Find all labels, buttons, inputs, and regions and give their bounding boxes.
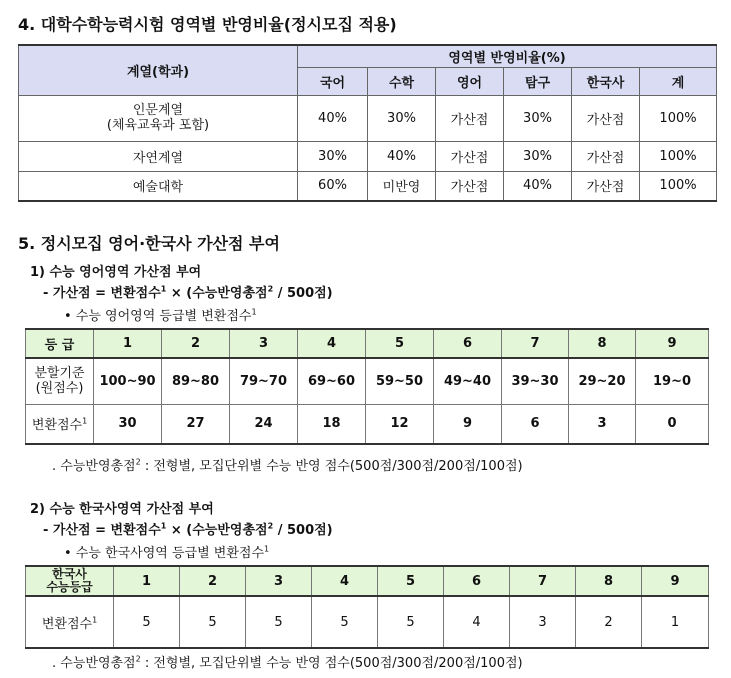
score-cell: 3 (510, 596, 576, 648)
score-cell: 18 (298, 404, 366, 444)
grade-cell: 5 (366, 329, 434, 358)
grade-cell: 4 (312, 566, 378, 596)
subject-header: 탐구 (504, 67, 572, 95)
table-cell: 100% (640, 171, 717, 201)
table-row (19, 141, 717, 171)
range-cell: 49~40 (434, 358, 502, 404)
score-label: 변환점수$^1$ (26, 404, 94, 444)
korean-history-grade-table (25, 565, 709, 649)
grade-cell: 8 (569, 329, 636, 358)
range-cell: 69~60 (298, 358, 366, 404)
section4-ratio-table (18, 44, 717, 202)
score-cell: 1 (642, 596, 709, 648)
grade-label: 등 급 (26, 329, 94, 358)
range-cell: 59~50 (366, 358, 434, 404)
table-cell: 40% (368, 141, 436, 171)
grade-cell: 9 (642, 566, 709, 596)
english-grade-table (25, 328, 709, 445)
subject-header: 수학 (368, 67, 436, 95)
row-label: 예술대학 (19, 171, 298, 201)
score-cell: 12 (366, 404, 434, 444)
subject-header: 영어 (436, 67, 504, 95)
grade-cell: 5 (378, 566, 444, 596)
part2-note: . 수능반영총점$^2$ : 전형별, 모집단위별 수능 반영 점수(500점/300점/200점/100점) (52, 654, 523, 671)
subject-header: 한국사 (572, 67, 640, 95)
grade-cell: 2 (162, 329, 230, 358)
score-cell: 24 (230, 404, 298, 444)
ratio-header: 영역별 반영비율(%) (298, 45, 717, 67)
range-cell: 79~70 (230, 358, 298, 404)
grade-label: 한국사 수능등급 (26, 566, 114, 596)
grade-header-row (26, 566, 709, 596)
score-cell: 4 (444, 596, 510, 648)
score-row (26, 404, 709, 444)
table-cell: 40% (298, 95, 368, 141)
range-cell: 29~20 (569, 358, 636, 404)
score-cell: 9 (434, 404, 502, 444)
section5-title: 5. 정시모집 영어·한국사 가산점 부여 (18, 234, 280, 253)
table-cell: 가산점 (572, 171, 640, 201)
table-cell: 가산점 (436, 141, 504, 171)
part1-formula: - 가산점 = 변환점수$^1$ × (수능반영총점$^2$ / 500점) (43, 284, 333, 301)
score-cell: 0 (636, 404, 709, 444)
section4-title: 4. 대학수학능력시험 영역별 반영비율(정시모집 적용) (18, 15, 397, 34)
score-cell: 5 (114, 596, 180, 648)
grade-cell: 7 (510, 566, 576, 596)
grade-header-row (26, 329, 709, 358)
table-cell: 30% (298, 141, 368, 171)
table-cell: 미반영 (368, 171, 436, 201)
range-label: 분할기준 (원점수) (26, 358, 94, 404)
table-cell: 30% (504, 95, 572, 141)
grade-cell: 6 (434, 329, 502, 358)
grade-cell: 1 (94, 329, 162, 358)
grade-cell: 2 (180, 566, 246, 596)
range-cell: 89~80 (162, 358, 230, 404)
grade-cell: 6 (444, 566, 510, 596)
table-cell: 가산점 (572, 95, 640, 141)
subject-header: 계 (640, 67, 717, 95)
score-label: 변환점수$^1$ (26, 596, 114, 648)
grade-cell: 7 (502, 329, 569, 358)
part1-note: . 수능반영총점$^2$ : 전형별, 모집단위별 수능 반영 점수(500점/300점/200점/100점) (52, 457, 523, 474)
row-label-line1: 인문계열 (132, 103, 184, 118)
table-cell: 30% (504, 141, 572, 171)
range-cell: 19~0 (636, 358, 709, 404)
table-cell: 가산점 (572, 141, 640, 171)
grade-cell: 4 (298, 329, 366, 358)
range-row (26, 358, 709, 404)
range-cell: 39~30 (502, 358, 569, 404)
table-cell: 100% (640, 95, 717, 141)
part2-heading: 2) 수능 한국사영역 가산점 부여 (30, 502, 214, 517)
score-cell: 27 (162, 404, 230, 444)
row-label: 자연계열 (19, 141, 298, 171)
table-cell: 30% (368, 95, 436, 141)
part1-heading: 1) 수능 영어영역 가산점 부여 (30, 265, 202, 280)
score-cell: 6 (502, 404, 569, 444)
row-label-line2: (체육교육과 포함) (106, 118, 210, 133)
grade-cell: 1 (114, 566, 180, 596)
score-cell: 5 (180, 596, 246, 648)
table-cell: 60% (298, 171, 368, 201)
part1-bullet: • 수능 영어영역 등급별 변환점수$^1$ (64, 307, 257, 324)
row-label (19, 95, 298, 141)
col-group-header: 계열(학과) (19, 45, 298, 95)
grade-cell: 3 (230, 329, 298, 358)
score-cell: 2 (576, 596, 642, 648)
score-cell: 5 (246, 596, 312, 648)
table-row (19, 171, 717, 201)
range-cell: 100~90 (94, 358, 162, 404)
table-cell: 100% (640, 141, 717, 171)
table-cell: 40% (504, 171, 572, 201)
subject-header: 국어 (298, 67, 368, 95)
table-row (19, 95, 717, 141)
score-cell: 5 (312, 596, 378, 648)
part2-formula: - 가산점 = 변환점수$^1$ × (수능반영총점$^2$ / 500점) (43, 521, 333, 538)
part2-bullet: • 수능 한국사영역 등급별 변환점수$^1$ (64, 544, 270, 561)
score-cell: 30 (94, 404, 162, 444)
grade-cell: 3 (246, 566, 312, 596)
score-cell: 3 (569, 404, 636, 444)
grade-cell: 9 (636, 329, 709, 358)
score-cell: 5 (378, 596, 444, 648)
table-cell: 가산점 (436, 171, 504, 201)
score-row (26, 596, 709, 648)
table-cell: 가산점 (436, 95, 504, 141)
grade-cell: 8 (576, 566, 642, 596)
